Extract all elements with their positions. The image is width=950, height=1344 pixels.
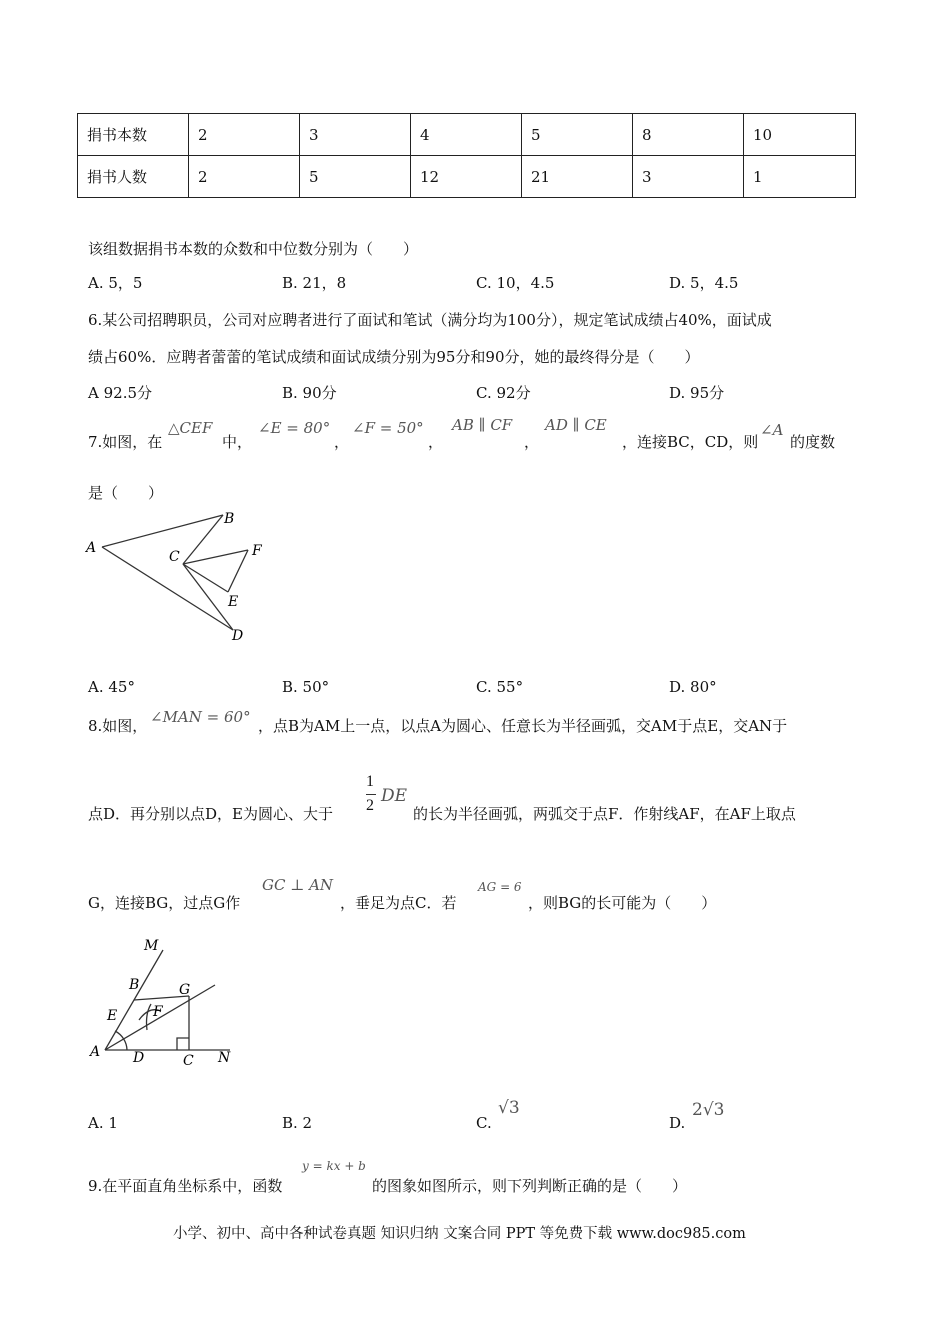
q7-text: ，连接BC，CD，则 [622, 433, 759, 451]
q7-text: ， [334, 433, 350, 451]
table-cell: 4 [411, 114, 522, 156]
parallel-ab-cf: AB ∥ CF [452, 416, 513, 434]
table-cell: 5 [300, 156, 411, 198]
q8-option-d: D. [669, 1114, 686, 1132]
table-cell: 5 [522, 114, 633, 156]
table-row [78, 114, 856, 156]
fraction-numerator: 1 [366, 773, 374, 790]
question-9-tail: 的图象如图所示，则下列判断正确的是（ ） [372, 1177, 688, 1195]
question-8-line3: ，垂足为点C．若 [340, 894, 457, 912]
question-7-line2: 是（ ） [88, 484, 164, 502]
q7-text: ， [524, 433, 540, 451]
question-5-stem: 该组数据捐书本数的众数和中位数分别为（ ） [88, 240, 419, 258]
table-cell: 8 [633, 114, 744, 156]
triangle-cef: △CEF [168, 419, 213, 437]
linear-function: y = kx + b [302, 1159, 366, 1173]
question-7-prefix: 7.如图，在 [88, 433, 163, 451]
fig-label-f: F [153, 1004, 163, 1020]
table-cell: 1 [744, 156, 856, 198]
q6-option-c: C. 92分 [476, 384, 531, 402]
fig-label-m: M [144, 938, 159, 954]
table-cell: 12 [411, 156, 522, 198]
q7-option-c: C. 55° [476, 678, 524, 696]
fig-label-d: D [133, 1050, 145, 1066]
fig-label-a: A [90, 1044, 101, 1060]
table-cell: 3 [300, 114, 411, 156]
book-donation-table [77, 113, 856, 198]
question-6-line2: 绩占60%．应聘者蕾蕾的笔试成绩和面试成绩分别为95分和90分，她的最终得分是（ ） [88, 348, 700, 366]
q7-option-b: B. 50° [282, 678, 330, 696]
fraction-bar [366, 794, 376, 795]
page-footer: 小学、初中、高中各种试卷真题 知识归纳 文案合同 PPT 等免费下载 www.doc985.com [173, 1226, 746, 1242]
fraction-variable: DE [381, 786, 408, 806]
q7-figure [80, 505, 280, 650]
q7-text: ， [428, 433, 444, 451]
q6-option-d: D. 95分 [669, 384, 725, 402]
angle-man: ∠MAN = 60° [150, 708, 251, 726]
row-header: 捐书本数 [78, 114, 189, 156]
ag-equals: AG = 6 [478, 880, 522, 894]
fig-label-e: E [107, 1008, 118, 1024]
q8-option-b: B. 2 [282, 1114, 313, 1132]
two-sqrt3: 2√3 [692, 1100, 725, 1120]
q7-option-a: A. 45° [88, 678, 135, 696]
question-6-line1: 6.某公司招聘职员，公司对应聘者进行了面试和笔试（满分均为100分），规定笔试成绩占40%，面试成 [88, 311, 772, 329]
table-row [78, 156, 856, 198]
q5-option-b: B. 21，8 [282, 274, 347, 292]
question-8-line1: ，点B为AM上一点，以点A为圆心、任意长为半径画弧，交AM于点E，交AN于 [258, 717, 788, 735]
fig-label-a: A [86, 540, 97, 556]
fig-label-f: F [252, 543, 262, 559]
question-8-prefix: 8.如图， [88, 717, 148, 735]
angle-e: ∠E = 80° [258, 419, 331, 437]
q5-option-d: D. 5，4.5 [669, 274, 739, 292]
q6-option-b: B. 90分 [282, 384, 337, 402]
table-cell: 10 [744, 114, 856, 156]
question-8-line2: 的长为半径画弧，两弧交于点F．作射线AF，在AF上取点 [413, 805, 796, 823]
perpendicular-gc-an: GC ⊥ AN [262, 876, 334, 894]
q5-option-a: A. 5，5 [88, 274, 143, 292]
parallel-ad-ce: AD ∥ CE [545, 416, 607, 434]
question-8-line3-prefix: G，连接BG，过点G作 [88, 894, 241, 912]
q8-option-c: C. [476, 1114, 492, 1132]
fig-label-c: C [169, 549, 180, 565]
table-cell: 2 [189, 156, 300, 198]
fig-label-b: B [224, 511, 235, 527]
fig-label-e: E [228, 594, 239, 610]
q7-text: 的度数 [790, 433, 836, 451]
fig-label-g: G [179, 982, 191, 998]
angle-a: ∠A [760, 421, 784, 439]
q7-text: 中， [222, 433, 253, 451]
table-cell: 2 [189, 114, 300, 156]
q7-option-d: D. 80° [669, 678, 717, 696]
table-cell: 3 [633, 156, 744, 198]
q8-option-a: A. 1 [88, 1114, 118, 1132]
angle-f: ∠F = 50° [352, 419, 424, 437]
q8-figure [85, 932, 245, 1072]
q5-option-c: C. 10，4.5 [476, 274, 555, 292]
question-9-prefix: 9.在平面直角坐标系中，函数 [88, 1177, 283, 1195]
question-8-line3-tail: ，则BG的长可能为（ ） [528, 894, 717, 912]
fraction-denominator: 2 [366, 797, 374, 814]
table-cell: 21 [522, 156, 633, 198]
fig-label-c: C [183, 1053, 194, 1069]
fig-label-b: B [129, 977, 140, 993]
fig-label-d: D [232, 628, 244, 644]
sqrt3: √3 [498, 1098, 520, 1118]
row-header: 捐书人数 [78, 156, 189, 198]
question-8-line2-prefix: 点D．再分别以点D，E为圆心、大于 [88, 805, 334, 823]
fig-label-n: N [218, 1050, 231, 1066]
q6-option-a: A 92.5分 [88, 384, 152, 402]
